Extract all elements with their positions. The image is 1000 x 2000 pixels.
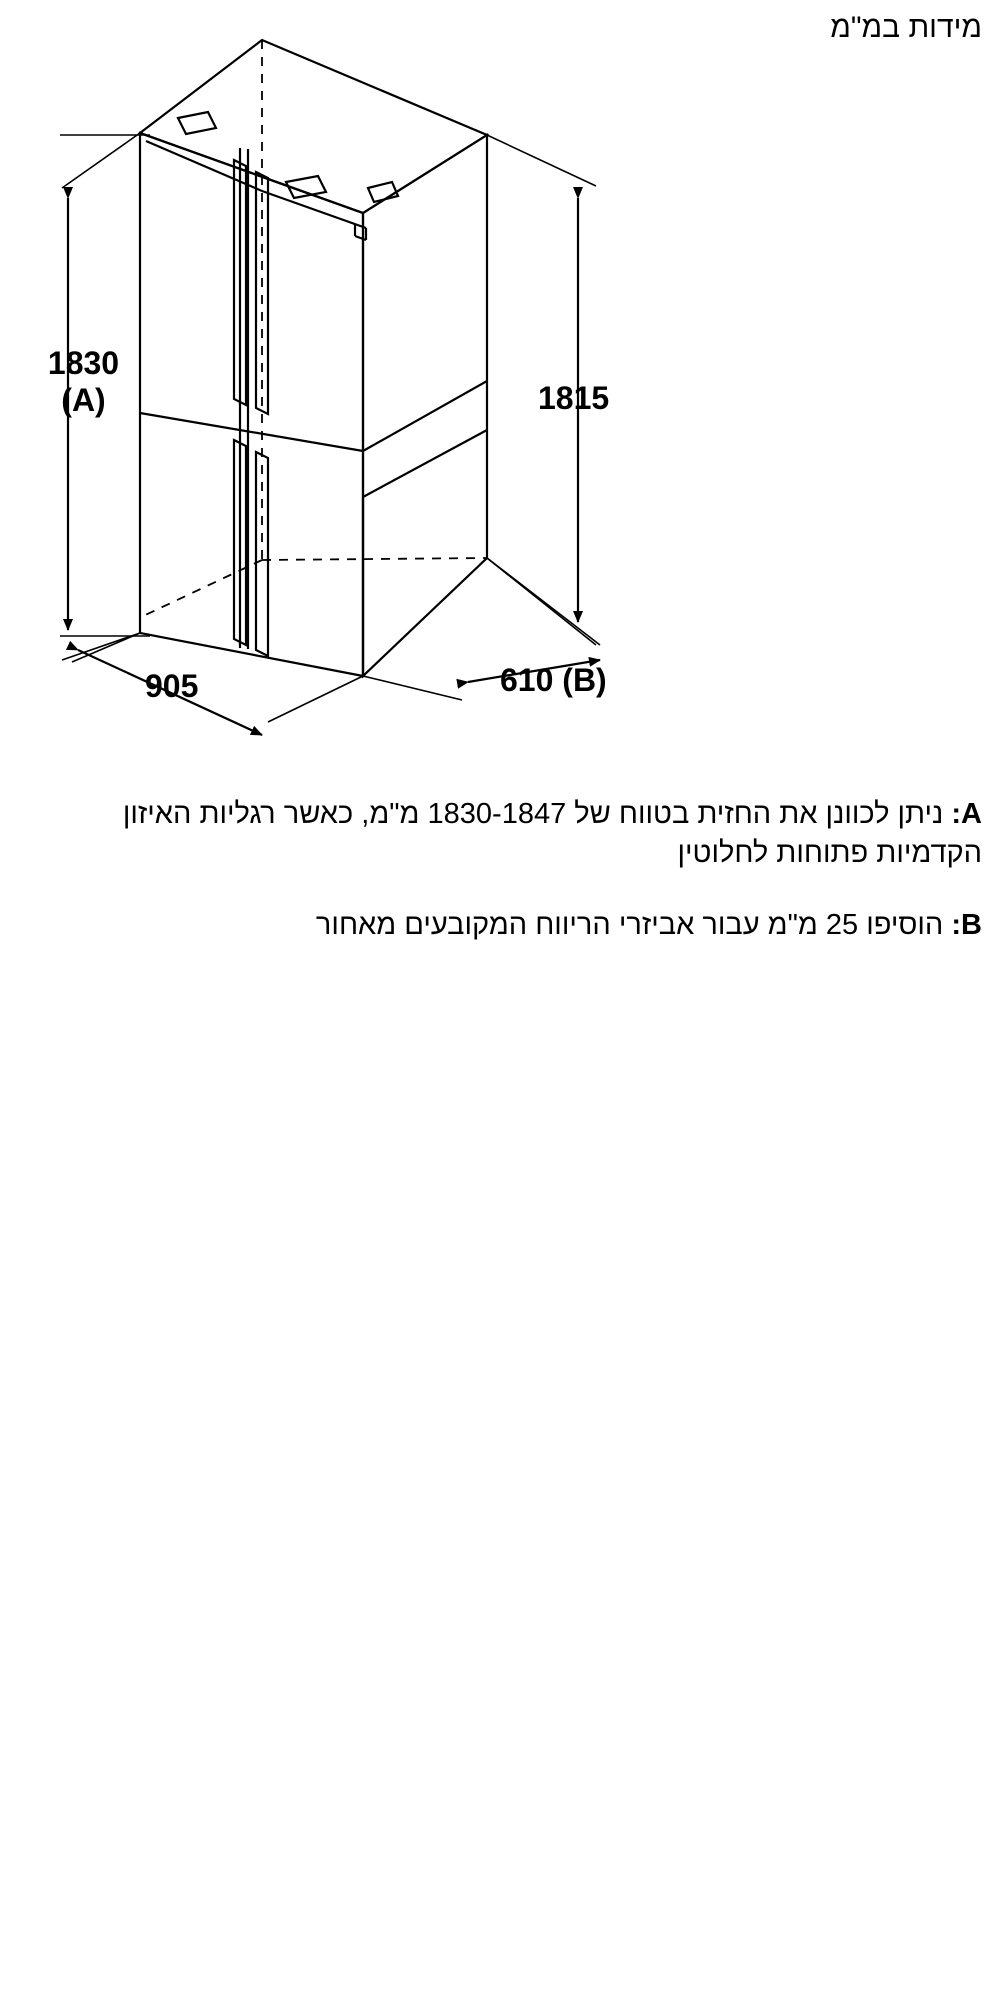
ext-width-left: [72, 633, 140, 662]
fridge-outline: [139, 40, 487, 676]
note-b-text: הוסיפו 25 מ"מ עבור אביזרי הריווח המקובעים מאחור: [315, 909, 944, 942]
note-b: [40, 906, 982, 945]
note-a: [40, 795, 982, 872]
note-b-key: B:: [951, 909, 982, 942]
ext-depth-left: [363, 676, 462, 700]
ext-width-right: [268, 676, 363, 722]
dimension-marker-a: (A): [61, 381, 106, 418]
side-face: [363, 135, 487, 676]
dimension-label-height-back: 1815: [538, 380, 610, 416]
appliance-dimension-drawing: [0, 0, 1000, 780]
hinge-top-right: [368, 182, 398, 202]
handle-upper-right: [256, 172, 268, 414]
top-face: [140, 40, 487, 213]
dimension-value-1830: 1830: [47, 345, 120, 381]
ext-top-right: [487, 135, 596, 186]
right-hinge-bottom: [355, 236, 366, 240]
dimension-label-height-front: [26, 345, 141, 419]
hinge-top-left: [178, 112, 216, 134]
dimension-label-width: 905: [145, 668, 199, 704]
hidden-edges: [139, 40, 487, 618]
note-a-text: ניתן לכוונן את החזית בטווח של 1830-1847 מ"מ, כאשר רגליות האיזון הקדמיות פתוחות לחלוטין: [122, 798, 982, 869]
leader-bottom-left: [62, 633, 140, 660]
notes-section: [40, 795, 982, 979]
door-split-horizontal: [140, 413, 363, 451]
leader-top-left: [62, 133, 140, 188]
dimension-label-depth: 610 (B): [500, 662, 607, 698]
units-label: מידות במ"מ: [830, 11, 982, 44]
ext-depth-right: [487, 558, 600, 645]
top-front-edge: [140, 133, 363, 213]
note-a-key: A:: [951, 798, 982, 830]
